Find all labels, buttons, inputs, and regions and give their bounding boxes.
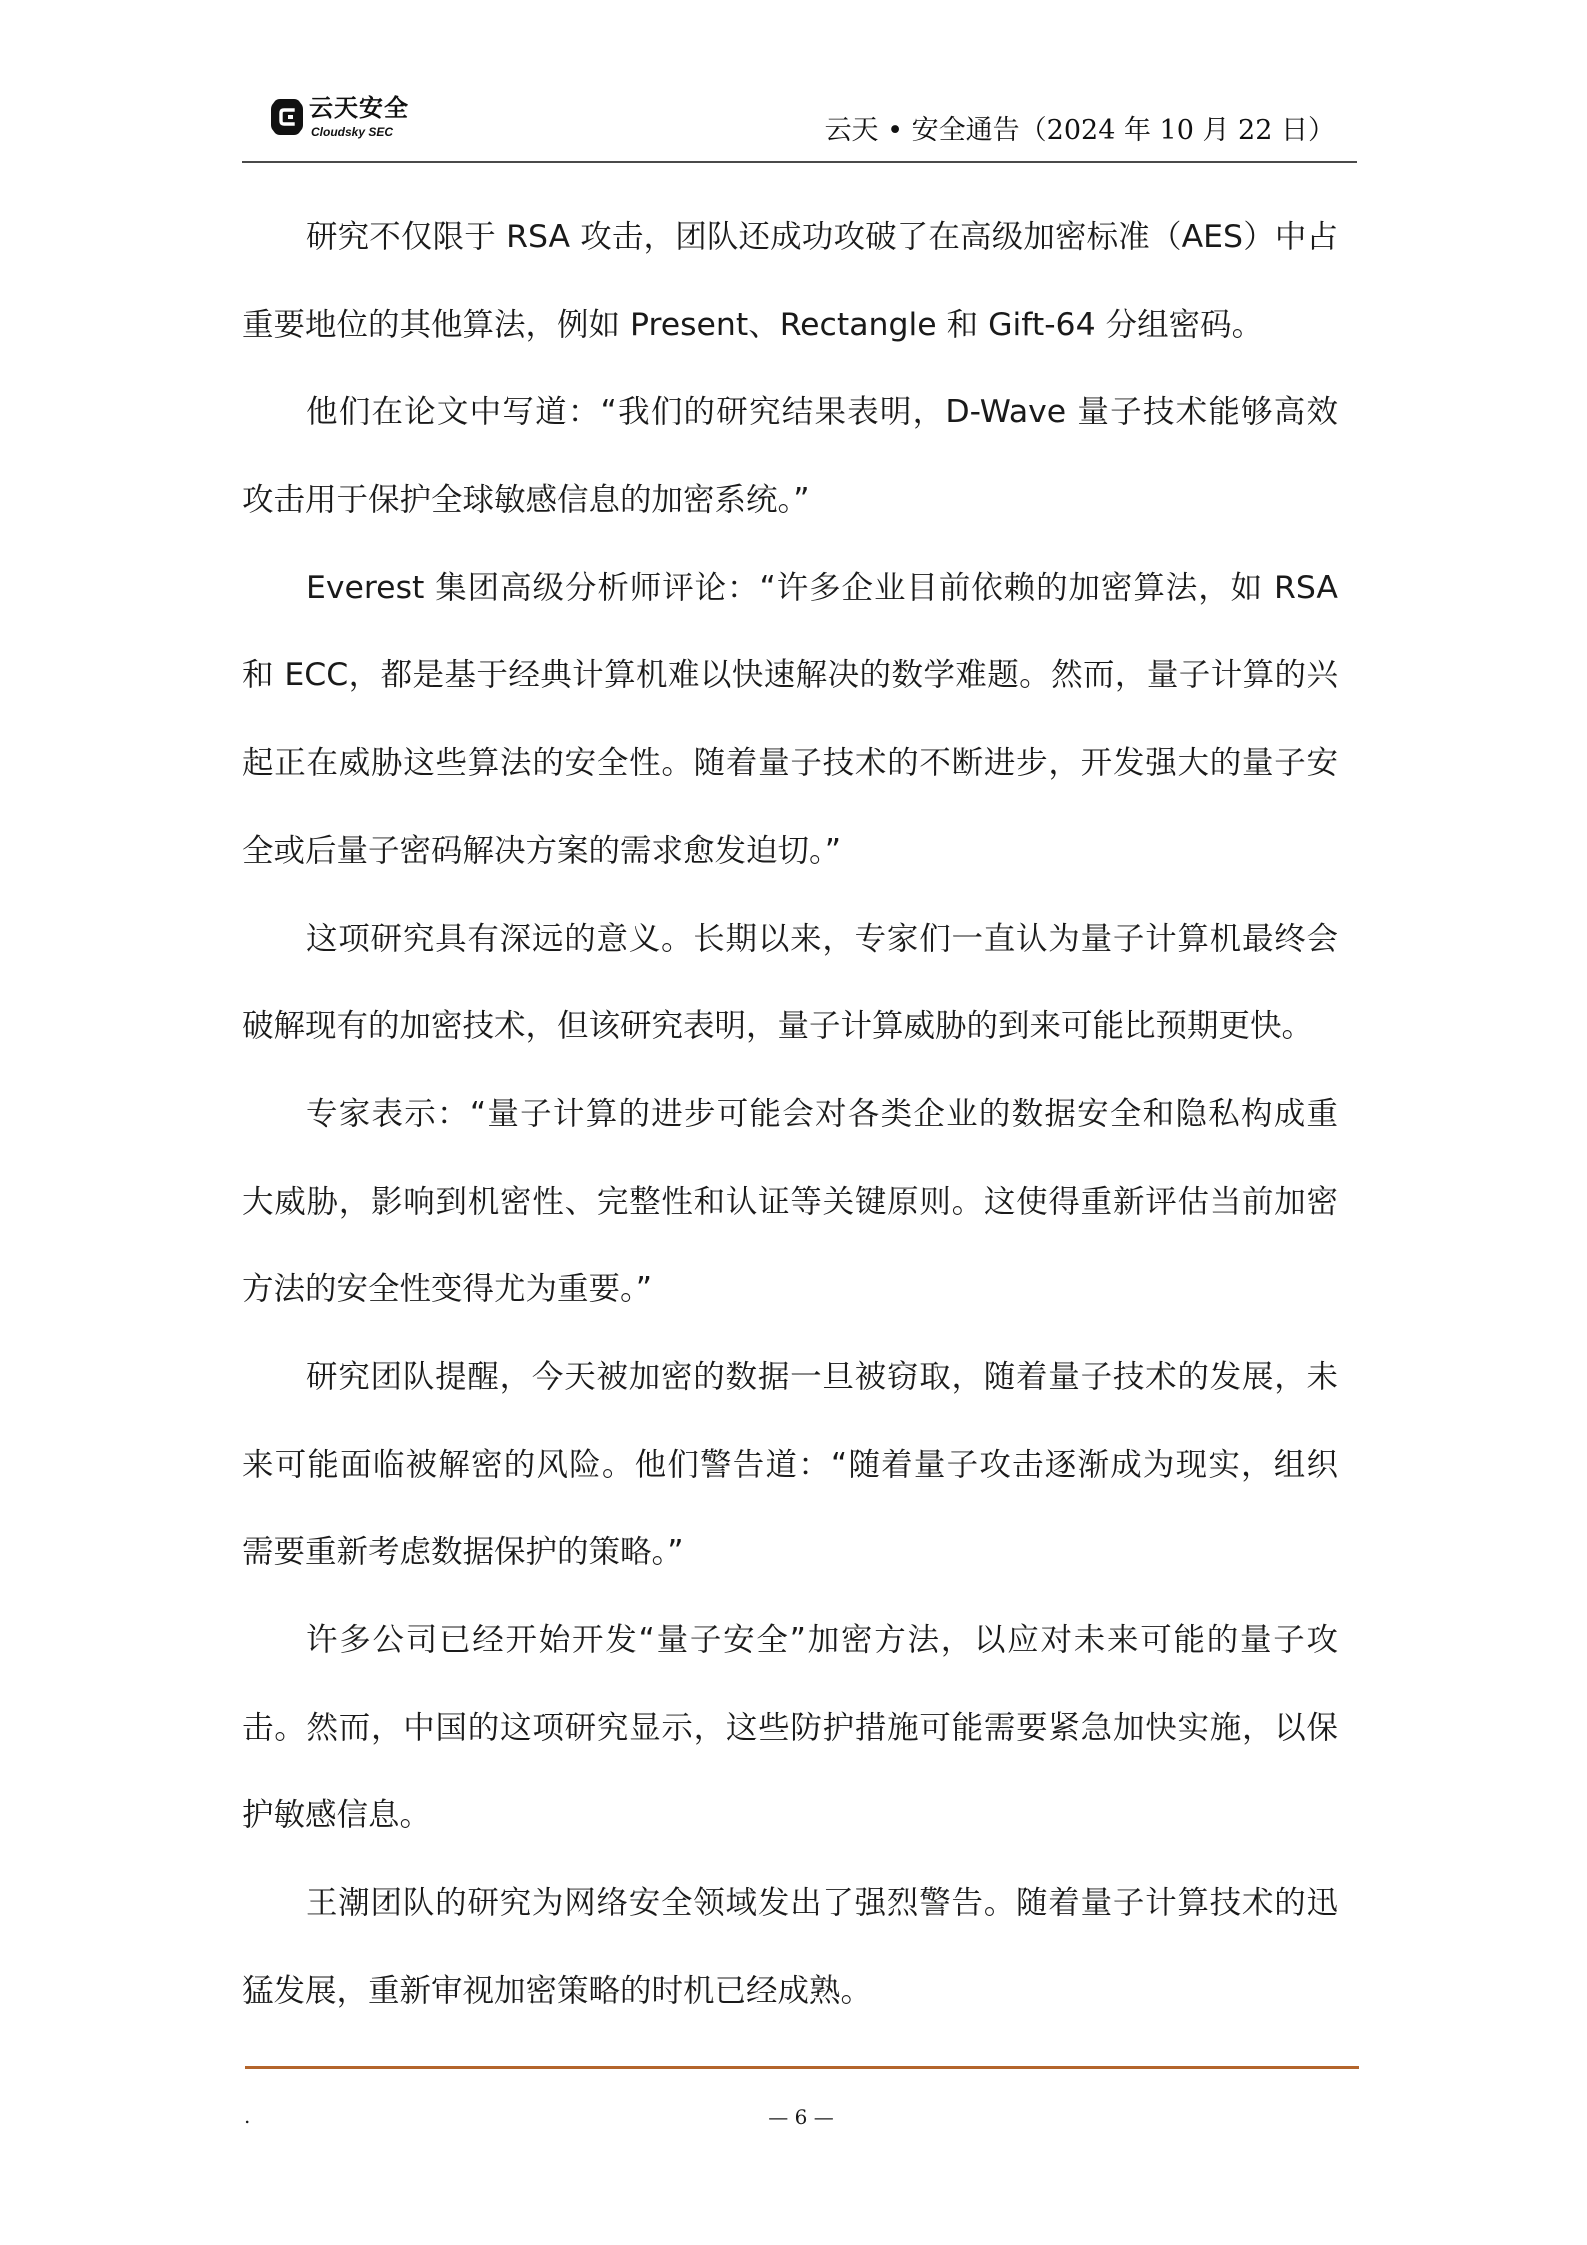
document-body xyxy=(242,194,1338,2035)
paragraph-line: 大威胁，影响到机密性、完整性和认证等关键原则。这使得重新评估当前加密 xyxy=(242,1183,1338,1220)
paragraph-line: 起正在威胁这些算法的安全性。随着量子技术的不断进步，开发强大的量子安 xyxy=(242,745,1338,782)
paragraph-line: 许多公司已经开始开发“量子安全”加密方法，以应对未来可能的量子攻 xyxy=(306,1622,1338,1658)
paragraph xyxy=(242,1597,1338,1860)
paragraph-line: 破解现有的加密技术，但该研究表明，量子计算威胁的到来可能比预期更快。 xyxy=(242,1008,1314,1045)
paragraph-line: 王潮团队的研究为网络安全领域发出了强烈警告。随着量子计算技术的迅 xyxy=(306,1885,1338,1922)
paragraph-line: 方法的安全性变得尤为重要。” xyxy=(242,1271,653,1308)
paragraph-line: 研究团队提醒，今天被加密的数据一旦被窃取，随着量子技术的发展，未 xyxy=(306,1358,1338,1395)
footer-divider xyxy=(245,2066,1359,2069)
paragraph-line: 击。然而，中国的这项研究显示，这些防护措施可能需要紧急加快实施，以保 xyxy=(242,1709,1338,1746)
paragraph-line: 专家表示：“量子计算的进步可能会对各类企业的数据安全和隐私构成重 xyxy=(306,1095,1338,1132)
paragraph xyxy=(242,369,1338,544)
page-number: — 6 — xyxy=(768,2105,834,2129)
header-title: 云天 • 安全通告（2024 年 10 月 22 日） xyxy=(824,115,1335,146)
paragraph xyxy=(242,1334,1338,1597)
paragraph xyxy=(242,545,1338,896)
paragraph xyxy=(242,1860,1338,2035)
paragraph-line: 攻击用于保护全球敏感信息的加密系统。” xyxy=(242,482,810,519)
paragraph-line: 和 ECC，都是基于经典计算机难以快速解决的数学难题。然而，量子计算的兴 xyxy=(242,657,1338,694)
paragraph-line: 护敏感信息。 xyxy=(242,1797,432,1834)
paragraph-line: 来可能面临被解密的风险。他们警告道：“随着量子攻击逐渐成为现实，组织 xyxy=(242,1446,1338,1483)
paragraph-line: 重要地位的其他算法，例如 Present、Rectangle 和 Gift-64 分组密码。 xyxy=(242,306,1264,343)
cloudsky-logo-icon xyxy=(271,98,303,136)
paragraph-line: 他们在论文中写道：“我们的研究结果表明，D-Wave 量子技术能够高效 xyxy=(306,394,1338,431)
paragraph-line: Everest 集团高级分析师评论：“许多企业目前依赖的加密算法，如 RSA xyxy=(306,569,1338,606)
paragraph-line: 研究不仅限于 RSA 攻击，团队还成功攻破了在高级加密标准（AES）中占 xyxy=(306,219,1338,255)
logo-name: 云天安全 xyxy=(309,94,409,122)
paragraph-line: 猛发展，重新审视加密策略的时机已经成熟。 xyxy=(242,1972,873,2009)
header-divider xyxy=(242,161,1357,163)
paragraph xyxy=(242,1071,1338,1334)
paragraph-line: 全或后量子密码解决方案的需求愈发迫切。” xyxy=(242,832,842,869)
footer-dot: . xyxy=(244,2104,251,2128)
paragraph-line: 这项研究具有深远的意义。长期以来，专家们一直认为量子计算机最终会 xyxy=(306,920,1338,957)
paragraph xyxy=(242,194,1338,369)
paragraph xyxy=(242,896,1338,1071)
logo-subtitle: Cloudsky SEC xyxy=(311,125,394,139)
paragraph-line: 需要重新考虑数据保护的策略。” xyxy=(242,1534,684,1571)
